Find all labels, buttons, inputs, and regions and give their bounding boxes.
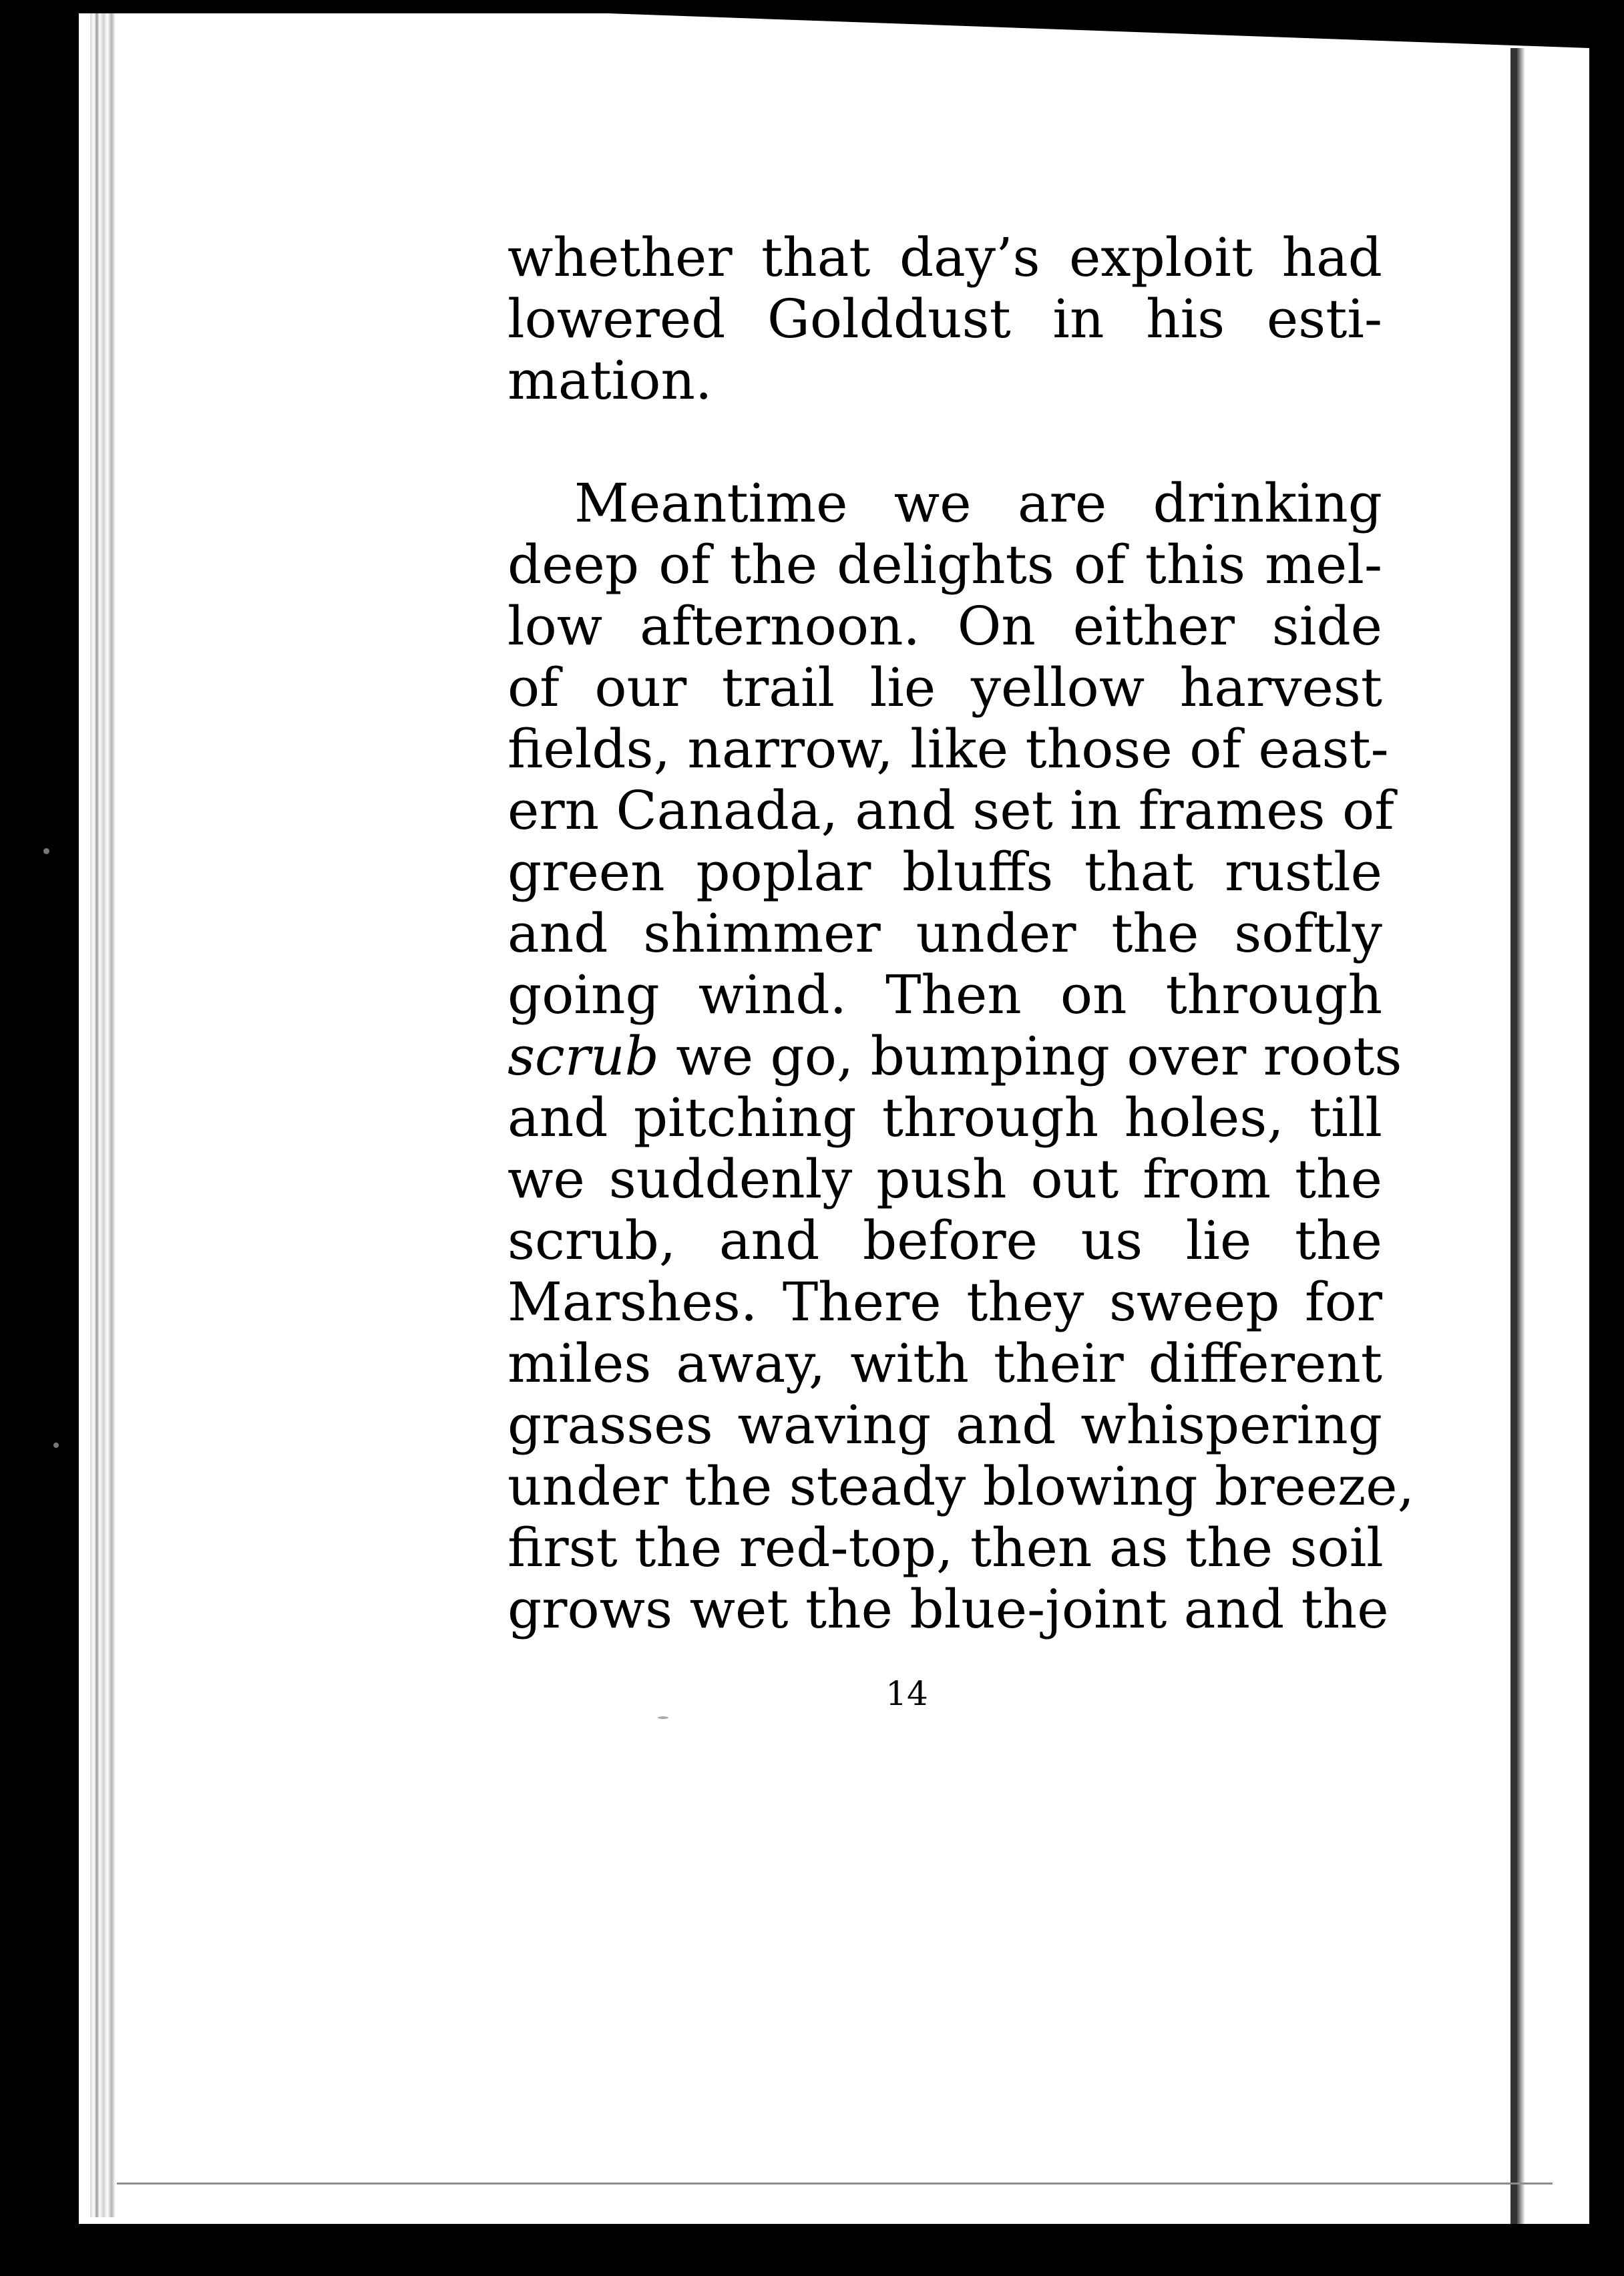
right-page-edge — [1510, 48, 1589, 2224]
text-line: Marshes. There they sweep for — [508, 1271, 1382, 1333]
text-line: grasses waving and whispering — [508, 1394, 1382, 1456]
book-spine-edge — [90, 13, 116, 2217]
text-line: grows wet the blue-joint and the — [508, 1578, 1389, 1640]
scan-speck — [53, 1443, 59, 1448]
right-edge-shadow — [1510, 48, 1517, 2224]
text-line: Meantime we are drinking — [574, 472, 1382, 534]
text-line: miles away, with their different — [508, 1332, 1382, 1394]
text-line: scrub, and before us lie the — [508, 1209, 1382, 1272]
text-line-scrub — [508, 1025, 1402, 1087]
text-line: deep of the delights of this mel- — [508, 534, 1382, 596]
paragraph-break — [508, 411, 1382, 473]
text-line: of our trail lie yellow harvest — [508, 656, 1382, 719]
text-line: under the steady blowing breeze, — [508, 1455, 1415, 1517]
text-line-rest: we go, bumping over roots — [658, 1025, 1402, 1087]
text-line: and shimmer under the softly — [508, 902, 1382, 964]
scan-speck — [658, 1716, 668, 1719]
text-line: going wind. Then on through — [508, 964, 1382, 1026]
page-number: 14 — [885, 1674, 928, 1713]
text-line: we suddenly push out from the — [508, 1148, 1382, 1210]
scan-speck — [43, 848, 49, 854]
text-line: lowered Golddust in his esti- — [508, 288, 1382, 350]
body-text — [508, 226, 1415, 1640]
paragraph-1 — [508, 227, 1382, 411]
text-line: mation. — [508, 349, 713, 411]
text-line: low afternoon. On either side — [508, 595, 1382, 657]
paragraph-2 — [508, 472, 1415, 1640]
text-line: green poplar bluffs that rustle — [508, 841, 1382, 903]
text-line: first the red-top, then as the soil — [508, 1517, 1384, 1579]
page-bottom-edge — [117, 2183, 1553, 2185]
text-line: fields, narrow, like those of east- — [508, 718, 1389, 780]
italic-word: scrub — [508, 1025, 659, 1087]
text-line: and pitching through holes, till — [508, 1087, 1382, 1149]
text-line: ern Canada, and set in frames of — [508, 779, 1394, 841]
text-line: whether that day’s exploit had — [508, 226, 1382, 289]
